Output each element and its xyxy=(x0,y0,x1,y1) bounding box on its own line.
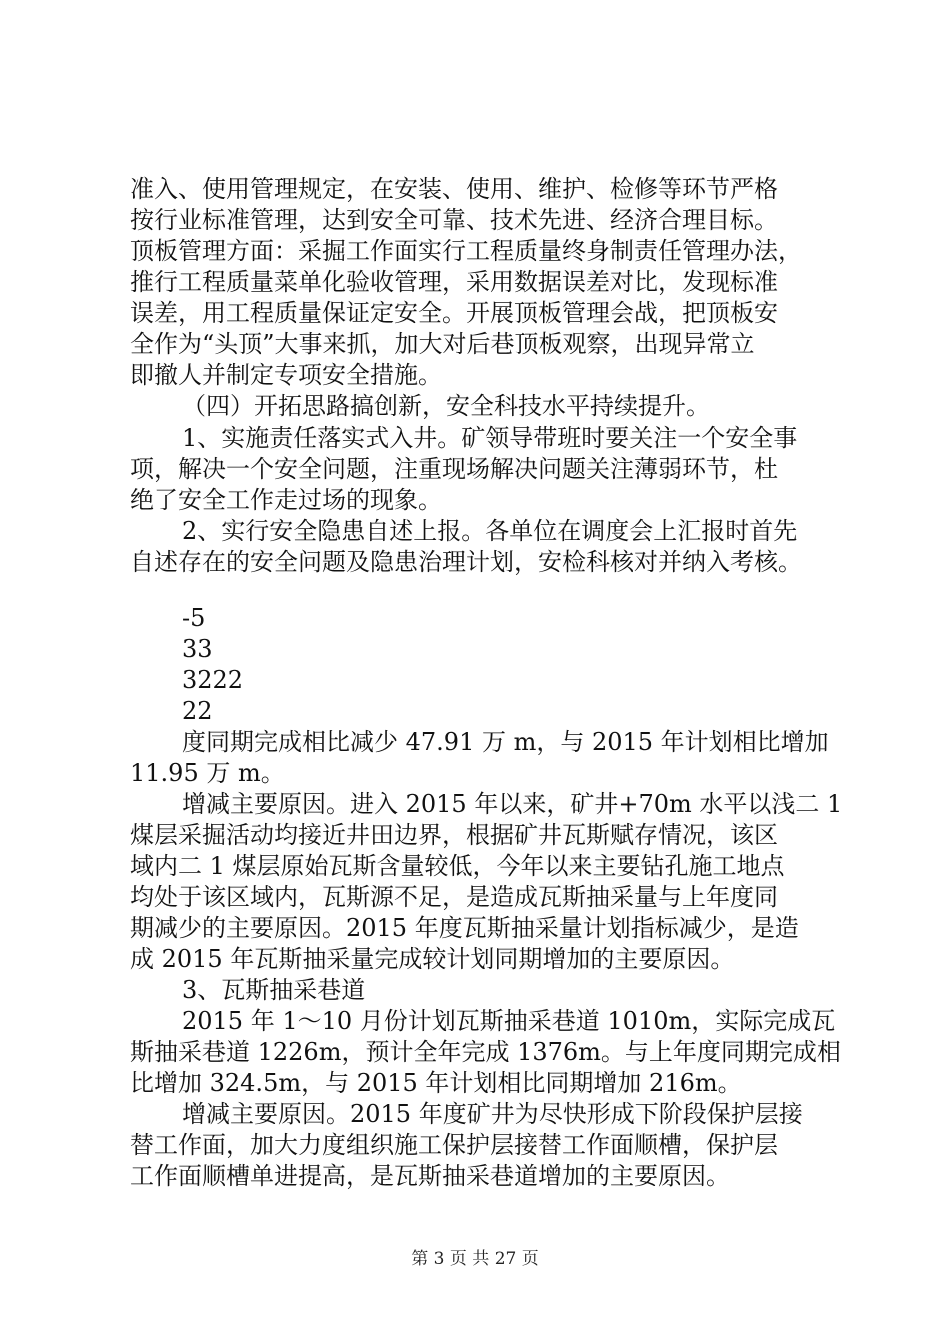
text-line: 自述存在的安全问题及隐患治理计划，安检科核对并纳入考核。 xyxy=(130,548,802,576)
text-line: 期减少的主要原因。2015 年度瓦斯抽采量计划指标减少，是造 xyxy=(130,914,799,942)
page-footer: 第 3 页 共 27 页 xyxy=(411,1249,539,1269)
text-line: 顶板管理方面：采掘工作面实行工程质量终身制责任管理办法， xyxy=(130,237,802,265)
stray-number: 33 xyxy=(182,635,213,663)
text-line: 全作为“头顶”大事来抓，加大对后巷顶板观察，出现异常立 xyxy=(130,330,755,358)
text-line: 绝了安全工作走过场的现象。 xyxy=(130,486,442,514)
stray-number: 22 xyxy=(182,697,213,725)
text-line: 度同期完成相比减少 47.91 万 m，与 2015 年计划相比增加 xyxy=(182,728,829,756)
text-line: 误差，用工程质量保证定安全。开展顶板管理会战，把顶板安 xyxy=(130,299,778,327)
text-line: 项，解决一个安全问题，注重现场解决问题关注薄弱环节，杜 xyxy=(130,455,778,483)
text-line: 按行业标准管理，达到安全可靠、技术先进、经济合理目标。 xyxy=(130,206,778,234)
text-line: 11.95 万 m。 xyxy=(130,759,285,787)
text-line: 斯抽采巷道 1226m，预计全年完成 1376m。与上年度同期完成相 xyxy=(130,1038,841,1066)
text-line: 增减主要原因。进入 2015 年以来，矿井+70m 水平以浅二 1 xyxy=(182,790,843,818)
text-line: 准入、使用管理规定，在安装、使用、维护、检修等环节严格 xyxy=(130,175,778,203)
section-heading: 3、瓦斯抽采巷道 xyxy=(182,976,366,1004)
text-line: 增减主要原因。2015 年度矿井为尽快形成下阶段保护层接 xyxy=(182,1100,803,1128)
section-heading: （四）开拓思路搞创新，安全科技水平持续提升。 xyxy=(182,392,710,420)
text-line: 替工作面，加大力度组织施工保护层接替工作面顺槽，保护层 xyxy=(130,1131,778,1159)
text-line: 1、实施责任落实式入井。矿领导带班时要关注一个安全事 xyxy=(182,424,798,452)
text-line: 域内二 1 煤层原始瓦斯含量较低，今年以来主要钻孔施工地点 xyxy=(130,852,785,880)
text-line: 推行工程质量菜单化验收管理，采用数据误差对比，发现标准 xyxy=(130,268,778,296)
text-line: 2015 年 1～10 月份计划瓦斯抽采巷道 1010m，实际完成瓦 xyxy=(182,1007,836,1035)
text-line: 2、实行安全隐患自述上报。各单位在调度会上汇报时首先 xyxy=(182,517,798,545)
text-line: 即撤人并制定专项安全措施。 xyxy=(130,361,442,389)
text-line: 煤层采掘活动均接近井田边界，根据矿井瓦斯赋存情况，该区 xyxy=(130,821,778,849)
text-line: 工作面顺槽单进提高，是瓦斯抽采巷道增加的主要原因。 xyxy=(130,1162,730,1190)
stray-number: 3222 xyxy=(182,666,244,694)
stray-number: -5 xyxy=(182,604,206,632)
text-line: 均处于该区域内，瓦斯源不足，是造成瓦斯抽采量与上年度同 xyxy=(130,883,778,911)
text-line: 成 2015 年瓦斯抽采量完成较计划同期增加的主要原因。 xyxy=(130,945,735,973)
text-line: 比增加 324.5m，与 2015 年计划相比同期增加 216m。 xyxy=(130,1069,742,1097)
